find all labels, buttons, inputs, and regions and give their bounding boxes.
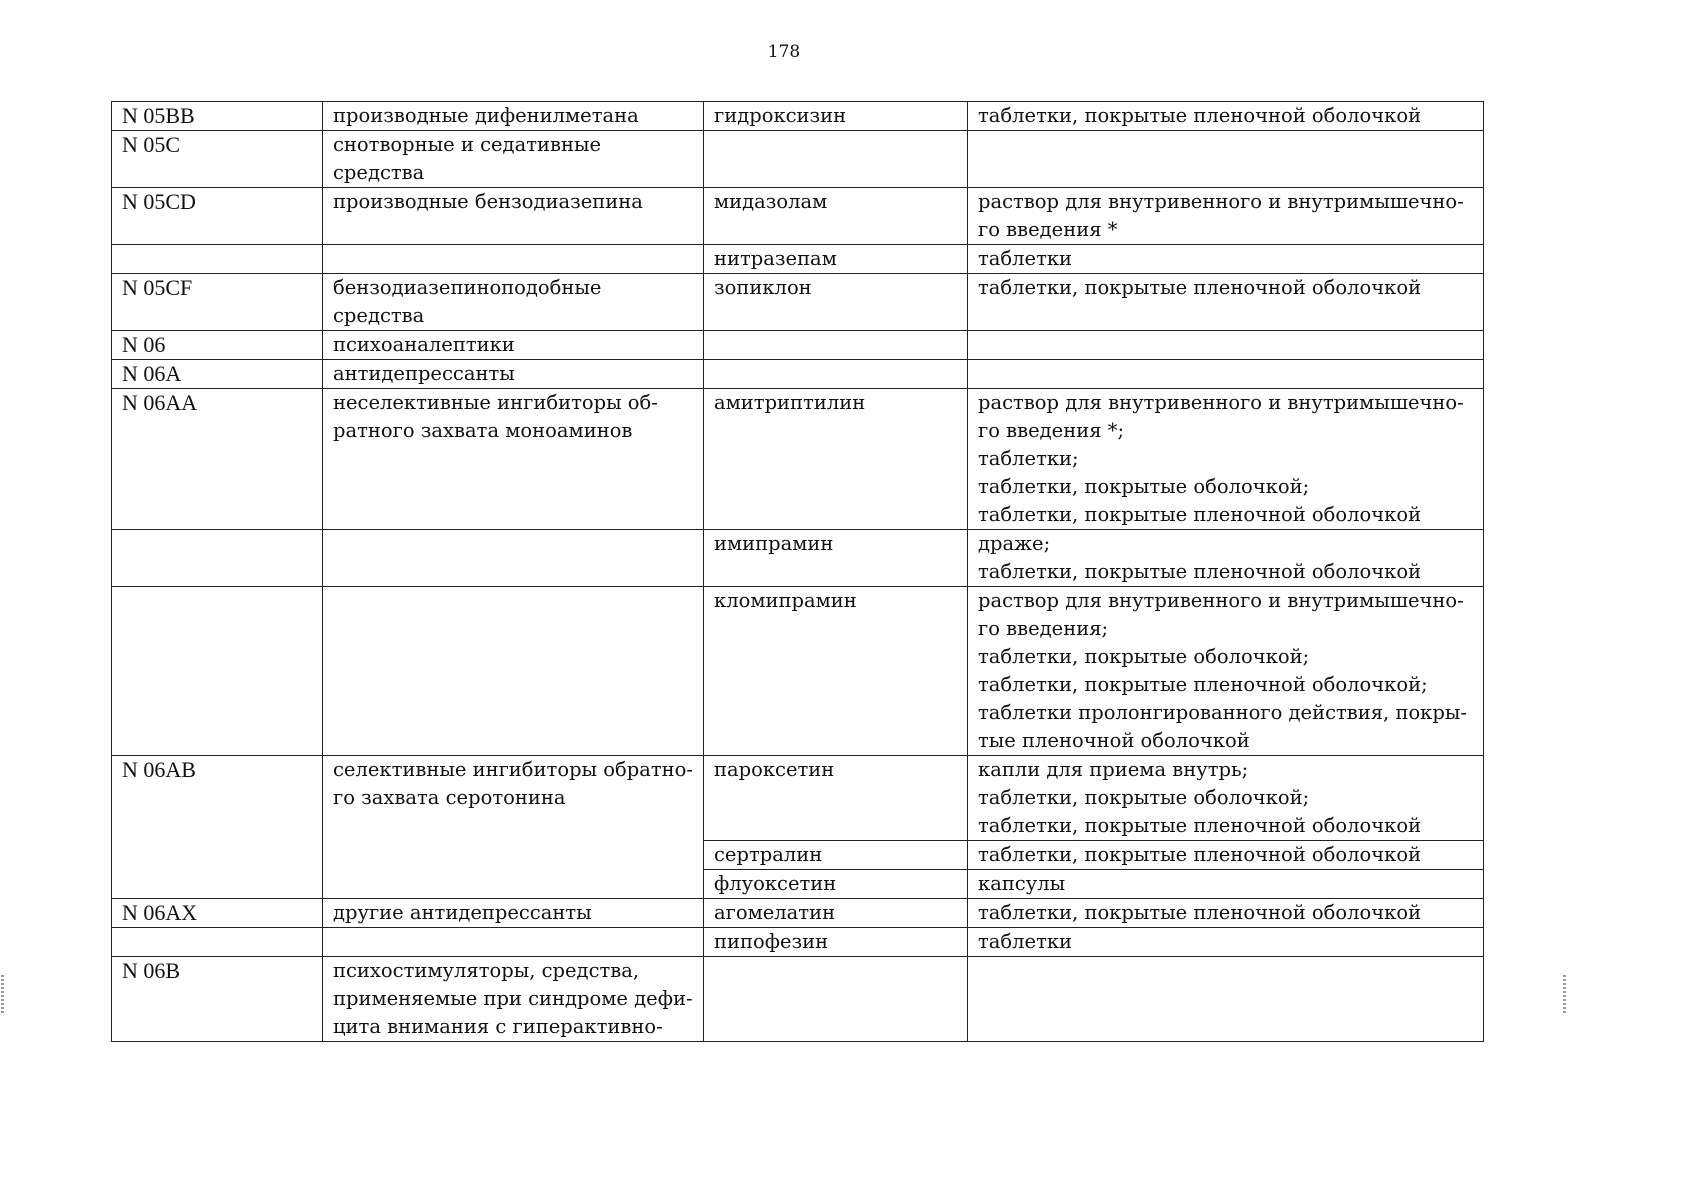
atc-code-cell [112,530,323,587]
drug-cell: нитразепам [704,245,968,274]
drug-cell: кломипрамин [704,587,968,756]
group-cell: психоаналептики [323,331,704,360]
atc-code-cell: N 05C [112,131,323,188]
group-cell [323,530,704,587]
scan-edge-mark [1563,975,1566,1015]
atc-code-cell: N 05BB [112,102,323,131]
drug-cell: мидазолам [704,188,968,245]
form-cell: таблетки [968,928,1484,957]
form-cell [968,360,1484,389]
group-cell: психостимуляторы, средства, применяемые при синдроме дефи- цита внимания с гиперактивно- [323,957,704,1042]
drug-cell: амитриптилин [704,389,968,530]
table-row [112,331,1484,360]
table-row [112,899,1484,928]
table-row [112,188,1484,245]
form-cell: таблетки [968,245,1484,274]
form-cell: раствор для внутривенного и внутримышечно- го введения * [968,188,1484,245]
drug-table [111,101,1484,1042]
group-cell: антидепрессанты [323,360,704,389]
drug-cell: агомелатин [704,899,968,928]
form-cell: раствор для внутривенного и внутримышечно- го введения *; таблетки; таблетки, покрытые оболочкой; таблетки, покрытые пленочной оболочкой [968,389,1484,530]
page-number: 178 [767,42,801,62]
table-row [112,131,1484,188]
drug-cell [704,957,968,1042]
atc-code-cell [112,587,323,756]
atc-code-cell: N 06 [112,331,323,360]
form-cell: таблетки, покрытые пленочной оболочкой [968,102,1484,131]
table-row [112,360,1484,389]
table-row [112,102,1484,131]
form-cell [968,131,1484,188]
drug-cell: гидроксизин [704,102,968,131]
drug-cell [704,331,968,360]
scan-edge-mark [1,975,4,1015]
atc-code-cell: N 06B [112,957,323,1042]
drug-cell: имипрамин [704,530,968,587]
atc-code-cell: N 05CF [112,274,323,331]
atc-code-cell: N 06AX [112,899,323,928]
form-cell: раствор для внутривенного и внутримышечно- го введения; таблетки, покрытые оболочкой; таблетки, покрытые пленочной оболочкой; таблетки пролонгированного действия, покры- тые пленочной оболочкой [968,587,1484,756]
form-cell: капсулы [968,870,1484,899]
table-row [112,389,1484,530]
group-cell [323,245,704,274]
form-cell: таблетки, покрытые пленочной оболочкой [968,841,1484,870]
atc-code-cell [112,245,323,274]
table-row [112,274,1484,331]
atc-code-cell: N 06AB [112,756,323,899]
table-row [112,928,1484,957]
form-cell [968,957,1484,1042]
group-cell: производные бензодиазепина [323,188,704,245]
table-row [112,957,1484,1042]
form-cell: таблетки, покрытые пленочной оболочкой [968,274,1484,331]
drug-cell: пипофезин [704,928,968,957]
table-row [112,530,1484,587]
atc-code-cell: N 05CD [112,188,323,245]
group-cell: снотворные и седативные средства [323,131,704,188]
group-cell: селективные ингибиторы обратно- го захвата серотонина [323,756,704,899]
form-cell [968,331,1484,360]
group-cell [323,928,704,957]
group-cell: неселективные ингибиторы об- ратного захвата моноаминов [323,389,704,530]
drug-cell: флуоксетин [704,870,968,899]
drug-cell: пароксетин [704,756,968,841]
form-cell: капли для приема внутрь; таблетки, покрытые оболочкой; таблетки, покрытые пленочной оболочкой [968,756,1484,841]
group-cell: другие антидепрессанты [323,899,704,928]
drug-cell: сертралин [704,841,968,870]
atc-code-cell: N 06AA [112,389,323,530]
drug-cell [704,360,968,389]
table-row [112,245,1484,274]
form-cell: драже; таблетки, покрытые пленочной оболочкой [968,530,1484,587]
form-cell: таблетки, покрытые пленочной оболочкой [968,899,1484,928]
group-cell [323,587,704,756]
atc-code-cell: N 06A [112,360,323,389]
drug-cell [704,131,968,188]
table-row [112,587,1484,756]
group-cell: бензодиазепиноподобные средства [323,274,704,331]
drug-cell: зопиклон [704,274,968,331]
table-row [112,756,1484,841]
atc-code-cell [112,928,323,957]
group-cell: производные дифенилметана [323,102,704,131]
